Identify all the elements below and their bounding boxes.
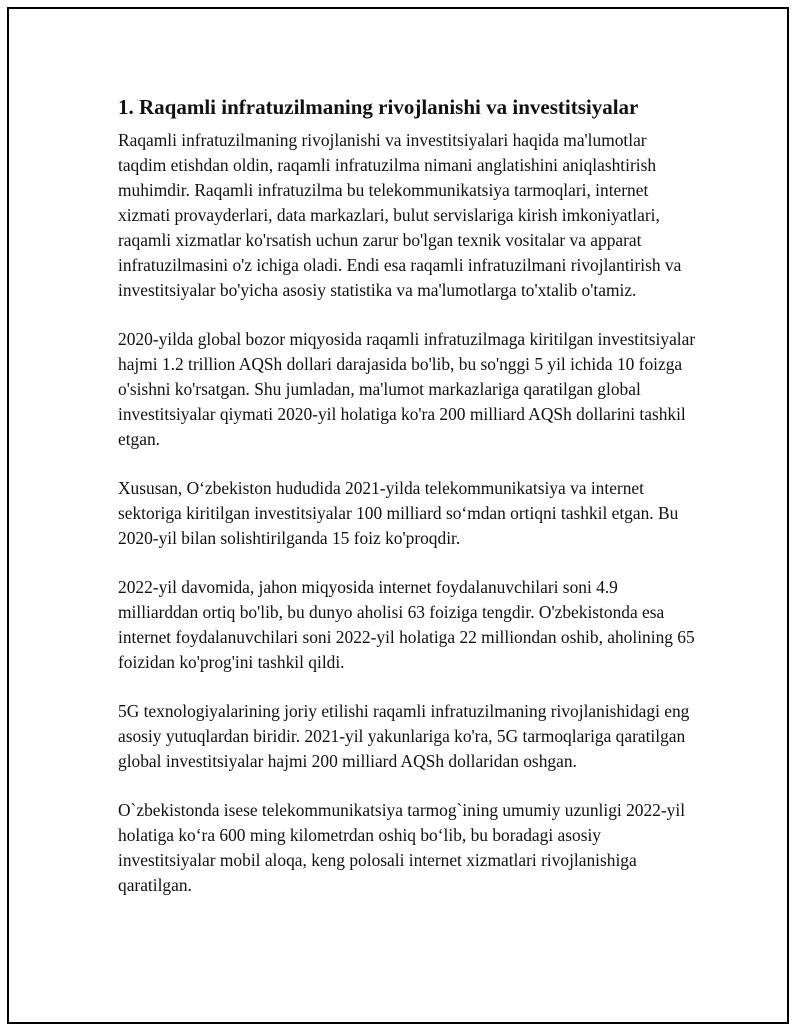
section-title: 1. Raqamli infratuzilmaning rivojlanishi va investitsiyalar xyxy=(118,95,639,119)
paragraph-network-length: O`zbekistonda isese telekommunikatsiya tarmog`ining umumiy uzunligi 2022-yil holatiga ko‘ra 600 ming kilometrdan oshiq bo‘lib, bu boradagi asosiy investitsiyalar mobil aloqa, keng polosali internet xizmatlari rivojlanishiga qaratilgan. xyxy=(118,800,686,895)
document-body xyxy=(118,94,698,922)
paragraph-internet-users: 2022-yil davomida, jahon miqyosida internet foydalanuvchilari soni 4.9 milliarddan ortiq bo'lib, bu dunyo aholisi 63 foiziga tengdir. O'zbekistonda esa internet foydalanuvchilari soni 2022-yil holatiga 22 milliondan oshib, aholining 65 foizidan ko'prog'ini tashkil qildi. xyxy=(118,577,695,672)
paragraph-definition: Raqamli infratuzilmaning rivojlanishi va investitsiyalari haqida ma'lumotlar taqdim etishdan oldin, raqamli infratuzilma nimani anglatishini aniqlashtirish muhimdir. Raqamli infratuzilma bu telekommunikatsiya tarmoqlari, internet xizmati provayderlari, data markazlari, bulut servislariga kirish imkoniyatlari, raqamli xizmatlar ko'rsatish uchun zarur bo'lgan texnik vositalar va apparat infratuzilmasini o'z ichiga oladi. Endi esa raqamli infratuzilmani rivojlantirish va investitsiyalar bo'yicha asosiy statistika va ma'lumotlarga to'xtalib o'tamiz. xyxy=(118,130,682,300)
paragraph-uzbekistan-investment: Xususan, O‘zbekiston hududida 2021-yilda telekommunikatsiya va internet sektoriga kiritilgan investitsiyalar 100 milliard so‘mdan ortiqni tashkil etgan. Bu 2020-yil bilan solishtirilganda 15 foiz ko'proqdir. xyxy=(118,478,679,548)
paragraph-5g: 5G texnologiyalarining joriy etilishi raqamli infratuzilmaning rivojlanishidagi eng asosiy yutuqlardan biridir. 2021-yil yakunlariga ko'ra, 5G tarmoqlariga qaratilgan global investitsiyalar hajmi 200 milliard AQSh dollaridan oshgan. xyxy=(118,701,690,771)
paragraph-global-investment: 2020-yilda global bozor miqyosida raqamli infratuzilmaga kiritilgan investitsiyalar hajmi 1.2 trillion AQSh dollari darajasida bo'lib, bu so'nggi 5 yil ichida 10 foizga o'sishni ko'rsatgan. Shu jumladan, ma'lumot markazlariga qaratilgan global investitsiyalar qiymati 2020-yil holatiga ko'ra 200 milliard AQSh dollarini tashkil etgan. xyxy=(118,329,696,449)
